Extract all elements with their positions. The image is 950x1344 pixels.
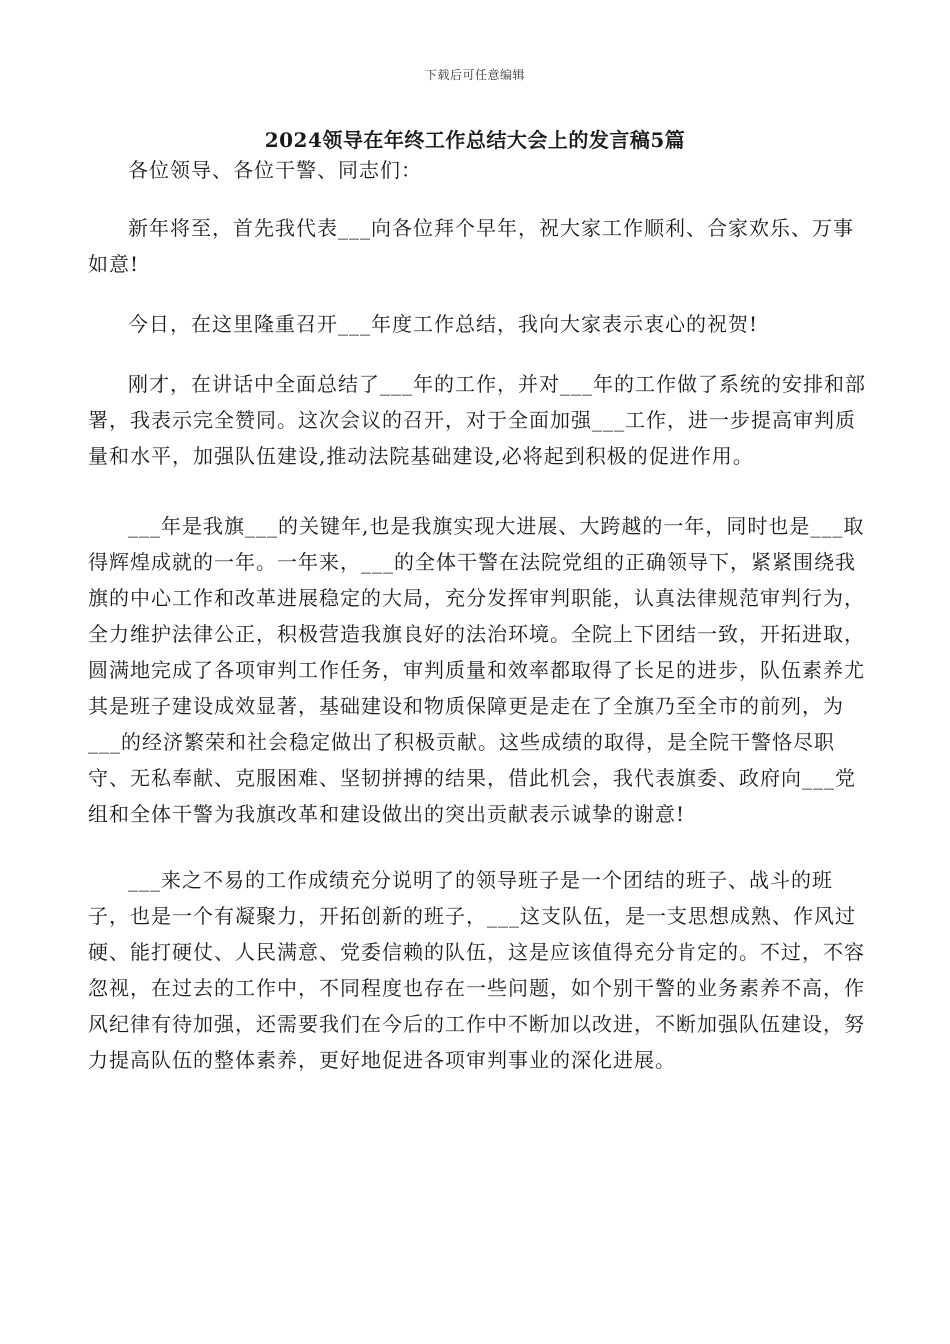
achievements-paragraph: ___年是我旗___的关键年,也是我旗实现大进展、大跨越的一年，同时也是___取得辉煌成就的一年。一年来，___的全体干警在法院党组的正确领导下，紧紧围绕我旗的中心工作和改革进展稳定的大局，充分发挥审判职能，认真法律规范审判行为，全力维护法律公正，积极营造我旗良好的法治环境。全院上下团结一致，开拓进取，圆满地完成了各项审判工作任务，审判质量和效率都取得了长足的进步，队伍素养尤其是班子建设成效显著，基础建设和物质保障更是走在了全旗乃至全市的前列，为___的经济繁荣和社会稳定做出了积极贡献。这些成绩的取得，是全院干警恪尽职守、无私奉献、克服困难、坚韧拼搏的结果，借此机会，我代表旗委、政府向___党组和全体干警为我旗改革和建设做出的突出贡献表示诚挚的谢意!	[88, 514, 865, 826]
header-note: 下载后可任意编辑	[424, 68, 525, 82]
document-body	[88, 152, 872, 1078]
congratulation-paragraph: 今日，在这里隆重召开___年度工作总结，我向大家表示衷心的祝贺!	[128, 312, 759, 336]
document-title: 2024领导在年终工作总结大会上的发言稿5篇	[264, 128, 686, 152]
summary-paragraph: 刚才，在讲话中全面总结了___年的工作，并对___年的工作做了系统的安排和部署，我表示完全赞同。这次会议的召开，对于全面加强___工作，进一步提高审判质量和水平，加强队伍建设,推动法院基础建设,必将起到积极的促进作用。	[88, 372, 866, 468]
salutation-paragraph: 各位领导、各位干警、同志们：	[128, 158, 422, 182]
evaluation-paragraph: ___来之不易的工作成绩充分说明了的领导班子是一个团结的班子、战斗的班子，也是一个有凝聚力，开拓创新的班子，___这支队伍，是一支思想成熟、作风过硬、能打硬仗、人民满意、党委信赖的队伍，这是应该值得充分肯定的。不过，不容忽视，在过去的工作中，不同程度也存在一些问题，如个别干警的业务素养不高，作风纪律有待加强，还需要我们在今后的工作中不断加以改进，不断加强队伍建设，努力提高队伍的整体素养，更好地促进各项审判事业的深化进展。	[88, 868, 865, 1072]
greeting-paragraph: 新年将至，首先我代表___向各位拜个早年，祝大家工作顺利、合家欢乐、万事如意!	[88, 216, 854, 276]
